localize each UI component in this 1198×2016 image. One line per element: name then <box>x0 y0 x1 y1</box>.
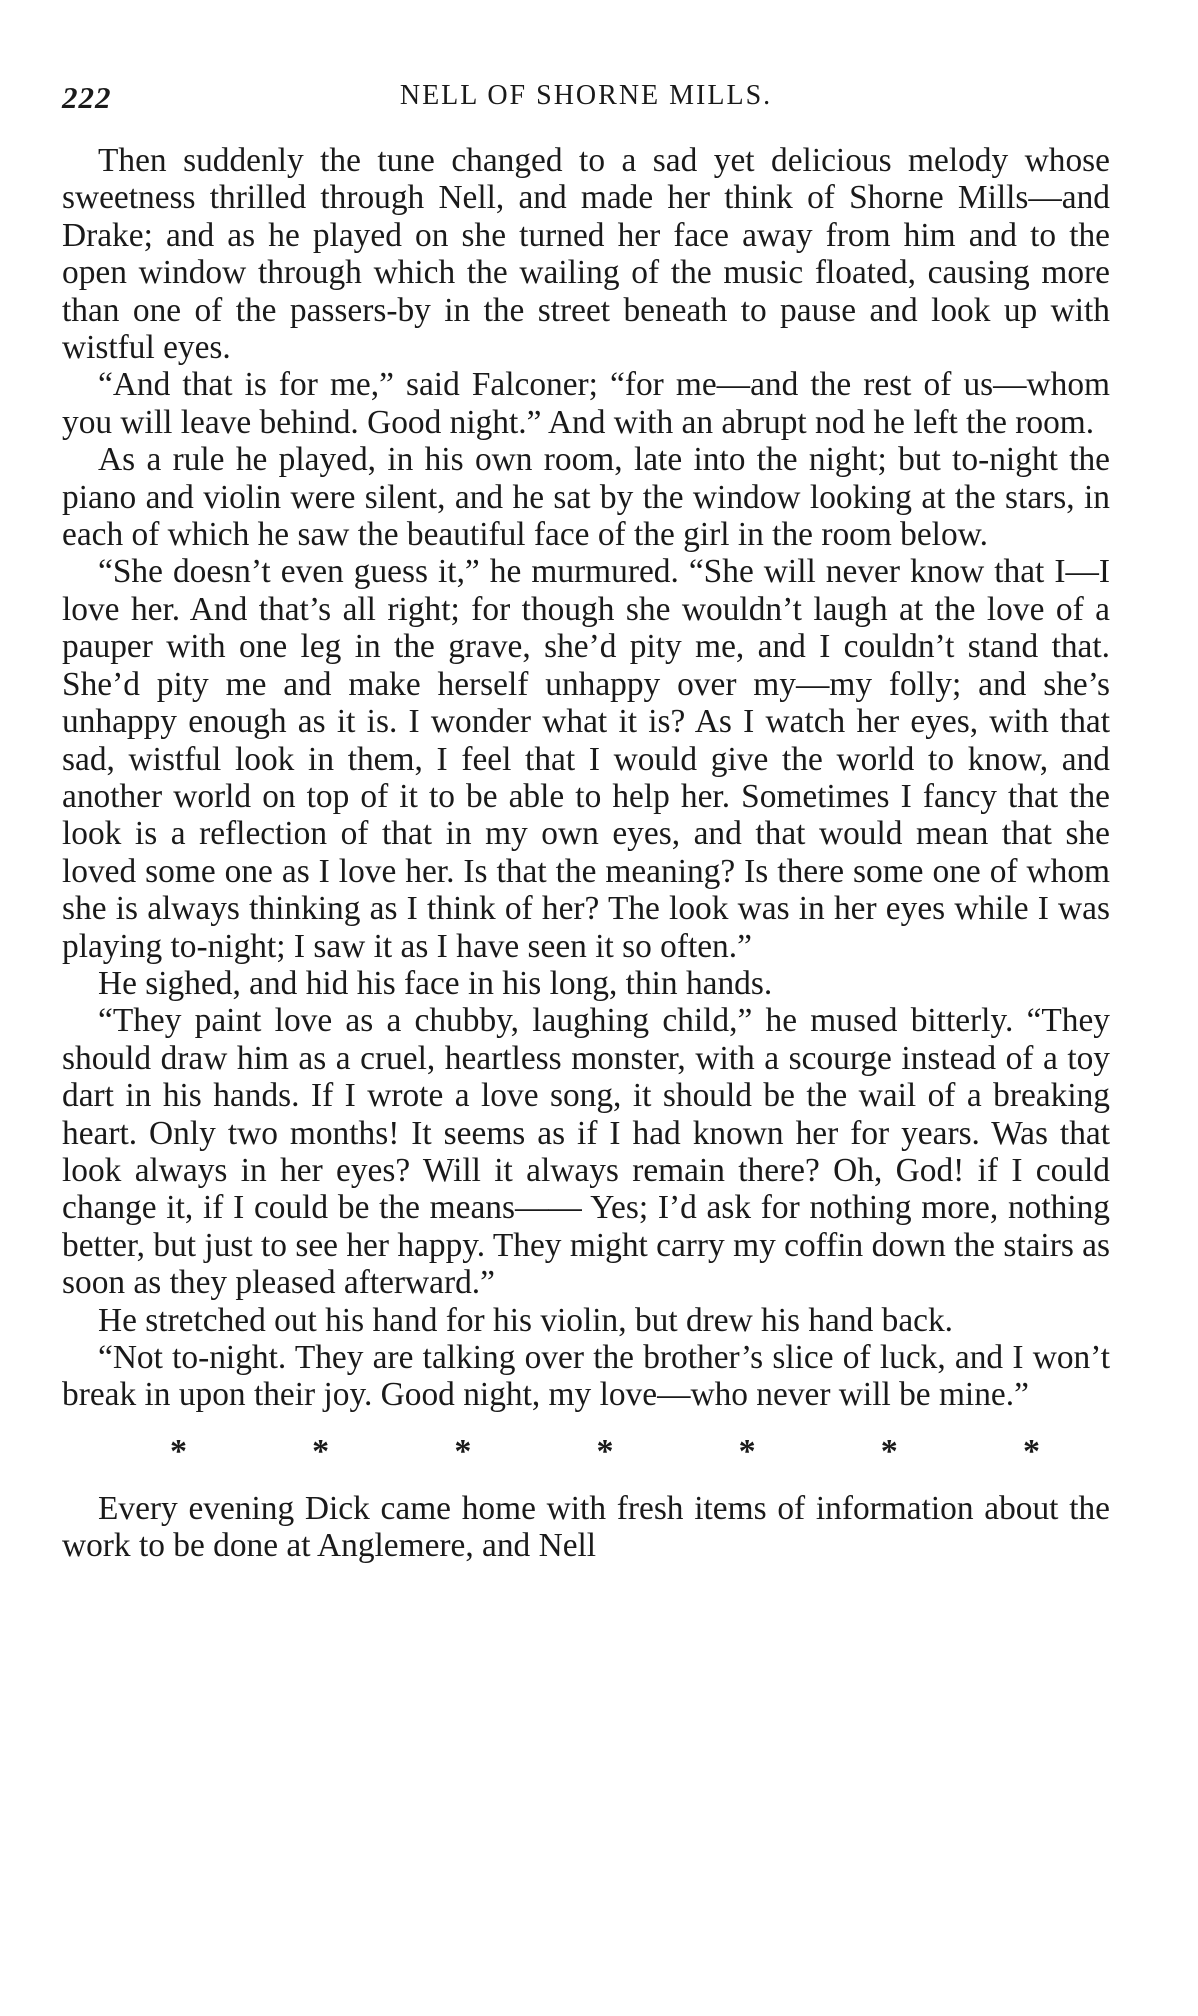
page-number: 222 <box>62 80 112 115</box>
paragraph: He stretched out his hand for his violin, but drew his hand back. <box>98 1301 953 1339</box>
running-title: NELL OF SHORNE MILLS. <box>399 80 773 111</box>
paragraph: “And that is for me,” said Falconer; “for me—and the rest of us—whom you will leave behind. Good night.” And with an abrupt nod he left the room. <box>62 366 1110 441</box>
asterisk: * <box>454 1432 472 1470</box>
asterisk: * <box>1022 1432 1040 1470</box>
book-page <box>62 68 1110 1565</box>
asterisk: * <box>170 1432 187 1470</box>
running-head <box>62 68 1110 120</box>
paragraph: As a rule he played, in his own room, late into the night; but to-night the piano and violin were silent, and he sat by the window looking at the stars, in each of which he saw the beautiful face of the girl in the room below. <box>62 441 1110 554</box>
asterisk: * <box>596 1432 614 1470</box>
paragraph: “Not to-night. They are talking over the brother’s slice of luck, and I won’t break in upon their joy. Good night, my love—who never will be mine.” <box>62 1339 1110 1414</box>
paragraph: He sighed, and hid his face in his long, thin hands. <box>98 964 773 1002</box>
body-text <box>62 142 1110 1565</box>
asterisk: * <box>880 1432 898 1470</box>
section-break <box>62 1432 1110 1472</box>
asterisk: * <box>738 1432 756 1470</box>
paragraph: “They paint love as a chubby, laughing child,” he mused bitterly. “They should draw him as a cruel, heartless monster, with a scourge instead of a toy dart in his hands. If I wrote a love song, it should be the wail of a breaking heart. Only two months! It seems as if I had known her for years. Was that look always in her eyes? Will it always remain there? Oh, God! if I could change it, if I could be the means—— Yes; I’d ask for nothing more, nothing better, but just to see her happy. They might carry my coffin down the stairs as soon as they pleased afterward.” <box>62 1002 1110 1302</box>
final-paragraph: Every evening Dick came home with fresh items of information about the work to be done at Anglemere, and Nell <box>62 1489 1110 1565</box>
paragraph: Then suddenly the tune changed to a sad yet delicious melody whose sweetness thrilled through Nell, and made her think of Shorne Mills—and Drake; and as he played on she turned her face away from him and to the open window through which the wailing of the music floated, causing more than one of the passers-by in the street beneath to pause and look up with wistful eyes. <box>62 142 1110 367</box>
paragraph: “She doesn’t even guess it,” he murmured. “She will never know that I—I love her. And that’s all right; for though she wouldn’t laugh at the love of a pauper with one leg in the grave, she’d pity me, and I couldn’t stand that. She’d pity me and make herself unhappy over my—my folly; and she’s unhappy enough as it is. I wonder what it is? As I watch her eyes, with that sad, wistful look in them, I feel that I would give the world to know, and another world on top of it to be able to help her. Sometimes I fancy that the look is a reflection of that in my own eyes, and that would mean that she loved some one as I love her. Is that the meaning? Is there some one of whom she is always thinking as I think of her? The look was in her eyes while I was playing to-night; I saw it as I have seen it so often.” <box>62 553 1110 965</box>
asterisk: * <box>312 1432 330 1470</box>
